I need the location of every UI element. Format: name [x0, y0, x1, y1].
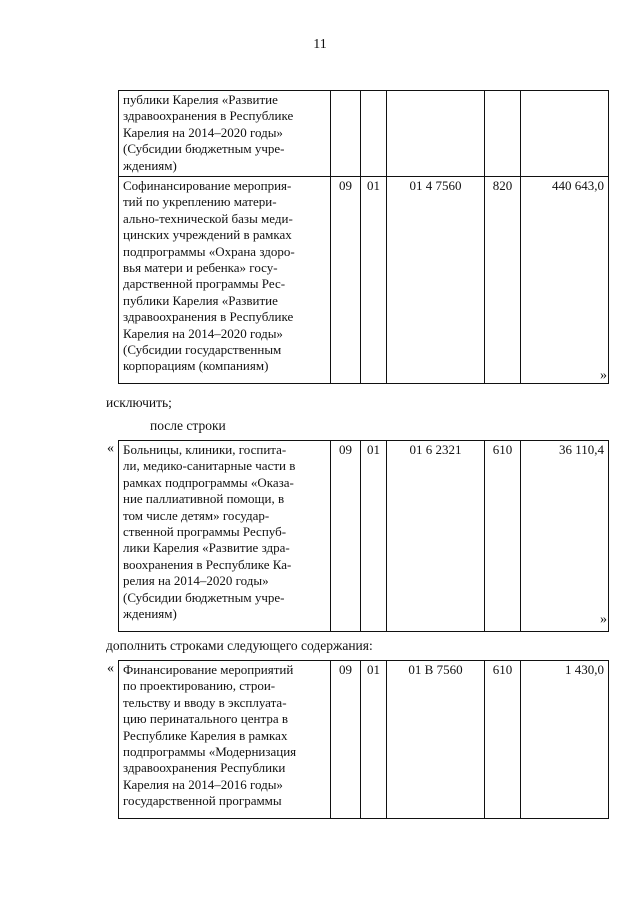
name-line: цию перинатального центра в: [123, 711, 288, 727]
name-line: (Субсидии государственным: [123, 342, 282, 358]
closing-quote: »: [600, 612, 607, 627]
budget-table-1: [118, 90, 609, 384]
after-line-instruction: после строки: [150, 418, 226, 433]
name-line: ние паллиативной помощи, в: [123, 491, 285, 507]
target-article-cell: 01 4 7560: [387, 177, 485, 384]
row-name-cell: [119, 441, 331, 632]
subsection-code-cell: 01: [361, 661, 387, 819]
target-article-cell: [387, 91, 485, 177]
name-line: корпорациям (компаниям): [123, 358, 269, 374]
name-line: здравоохранения в Республике: [123, 108, 294, 124]
name-line: релия на 2014–2020 годы»: [123, 573, 269, 589]
row-name-cell: [119, 91, 331, 177]
opening-quote: «: [107, 441, 114, 456]
name-line: Карелия на 2014–2016 годы»: [123, 776, 283, 792]
name-line: подпрограммы «Охрана здоро-: [123, 243, 295, 259]
section-code-cell: 09: [331, 177, 361, 384]
name-line: лики Карелия «Развитие здра-: [123, 540, 290, 556]
amount-cell: 1 430,0: [521, 661, 609, 819]
expense-type-cell: 610: [485, 661, 521, 819]
name-line: том числе детям» государ-: [123, 507, 270, 523]
name-lines: [123, 178, 326, 375]
name-line: ждениям): [123, 157, 177, 173]
name-line: (Субсидии бюджетным учре-: [123, 589, 285, 605]
name-line: публики Карелия «Развитие: [123, 292, 278, 308]
name-line: тий по укреплению матери-: [123, 194, 277, 210]
name-lines: [123, 442, 326, 622]
row-name-cell: [119, 661, 331, 819]
section-code-cell: 09: [331, 661, 361, 819]
budget-table-2: [118, 440, 609, 632]
name-line: ально-технической базы меди-: [123, 210, 293, 226]
name-line: ли, медико-санитарные части в: [123, 458, 296, 474]
opening-quote: «: [107, 661, 114, 676]
page-number: 11: [313, 37, 327, 52]
expense-type-cell: 820: [485, 177, 521, 384]
subsection-code-cell: [361, 91, 387, 177]
name-lines: [123, 662, 326, 810]
name-line: государственной программы: [123, 793, 282, 809]
exclude-instruction: исключить;: [106, 395, 172, 410]
name-line: Софинансирование мероприя-: [123, 178, 292, 193]
table-row: [119, 441, 609, 632]
name-line: Карелия на 2014–2020 годы»: [123, 325, 283, 341]
name-line: цинских учреждений в рамках: [123, 227, 292, 243]
target-article-cell: 01 В 7560: [387, 661, 485, 819]
name-line: тельству и вводу в эксплуата-: [123, 694, 287, 710]
section-code-cell: 09: [331, 441, 361, 632]
subsection-code-cell: 01: [361, 441, 387, 632]
name-line: рамках подпрограммы «Оказа-: [123, 474, 294, 490]
name-line: вья матери и ребенка» госу-: [123, 260, 278, 276]
subsection-code-cell: 01: [361, 177, 387, 384]
supplement-instruction: дополнить строками следующего содержания:: [106, 638, 373, 653]
name-line: здравоохранения Республики: [123, 760, 286, 776]
table-row: [119, 661, 609, 819]
amount-cell: [521, 91, 609, 177]
name-line: публики Карелия «Развитие: [123, 92, 278, 107]
name-line: ждениям): [123, 606, 177, 622]
name-line: Больницы, клиники, госпита-: [123, 442, 287, 457]
table-row: [119, 91, 609, 177]
name-line: Республике Карелия в рамках: [123, 727, 288, 743]
target-article-cell: 01 6 2321: [387, 441, 485, 632]
row-name-cell: [119, 177, 331, 384]
name-line: (Субсидии бюджетным учре-: [123, 141, 285, 157]
closing-quote: »: [600, 368, 607, 383]
name-line: воохранения в Республике Ка-: [123, 556, 292, 572]
name-line: здравоохранения в Республике: [123, 309, 294, 325]
name-line: Карелия на 2014–2020 годы»: [123, 124, 283, 140]
name-line: по проектированию, строи-: [123, 678, 276, 694]
amount-cell: 36 110,4: [521, 441, 609, 632]
section-code-cell: [331, 91, 361, 177]
name-line: ственной программы Респуб-: [123, 524, 287, 540]
table-row: [119, 177, 609, 384]
name-lines: [123, 92, 326, 174]
name-line: Финансирование мероприятий: [123, 662, 294, 677]
name-line: подпрограммы «Модернизация: [123, 744, 297, 760]
name-line: дарственной программы Рес-: [123, 276, 286, 292]
expense-type-cell: 610: [485, 441, 521, 632]
budget-table-3: [118, 660, 609, 819]
expense-type-cell: [485, 91, 521, 177]
amount-cell: 440 643,0: [521, 177, 609, 384]
